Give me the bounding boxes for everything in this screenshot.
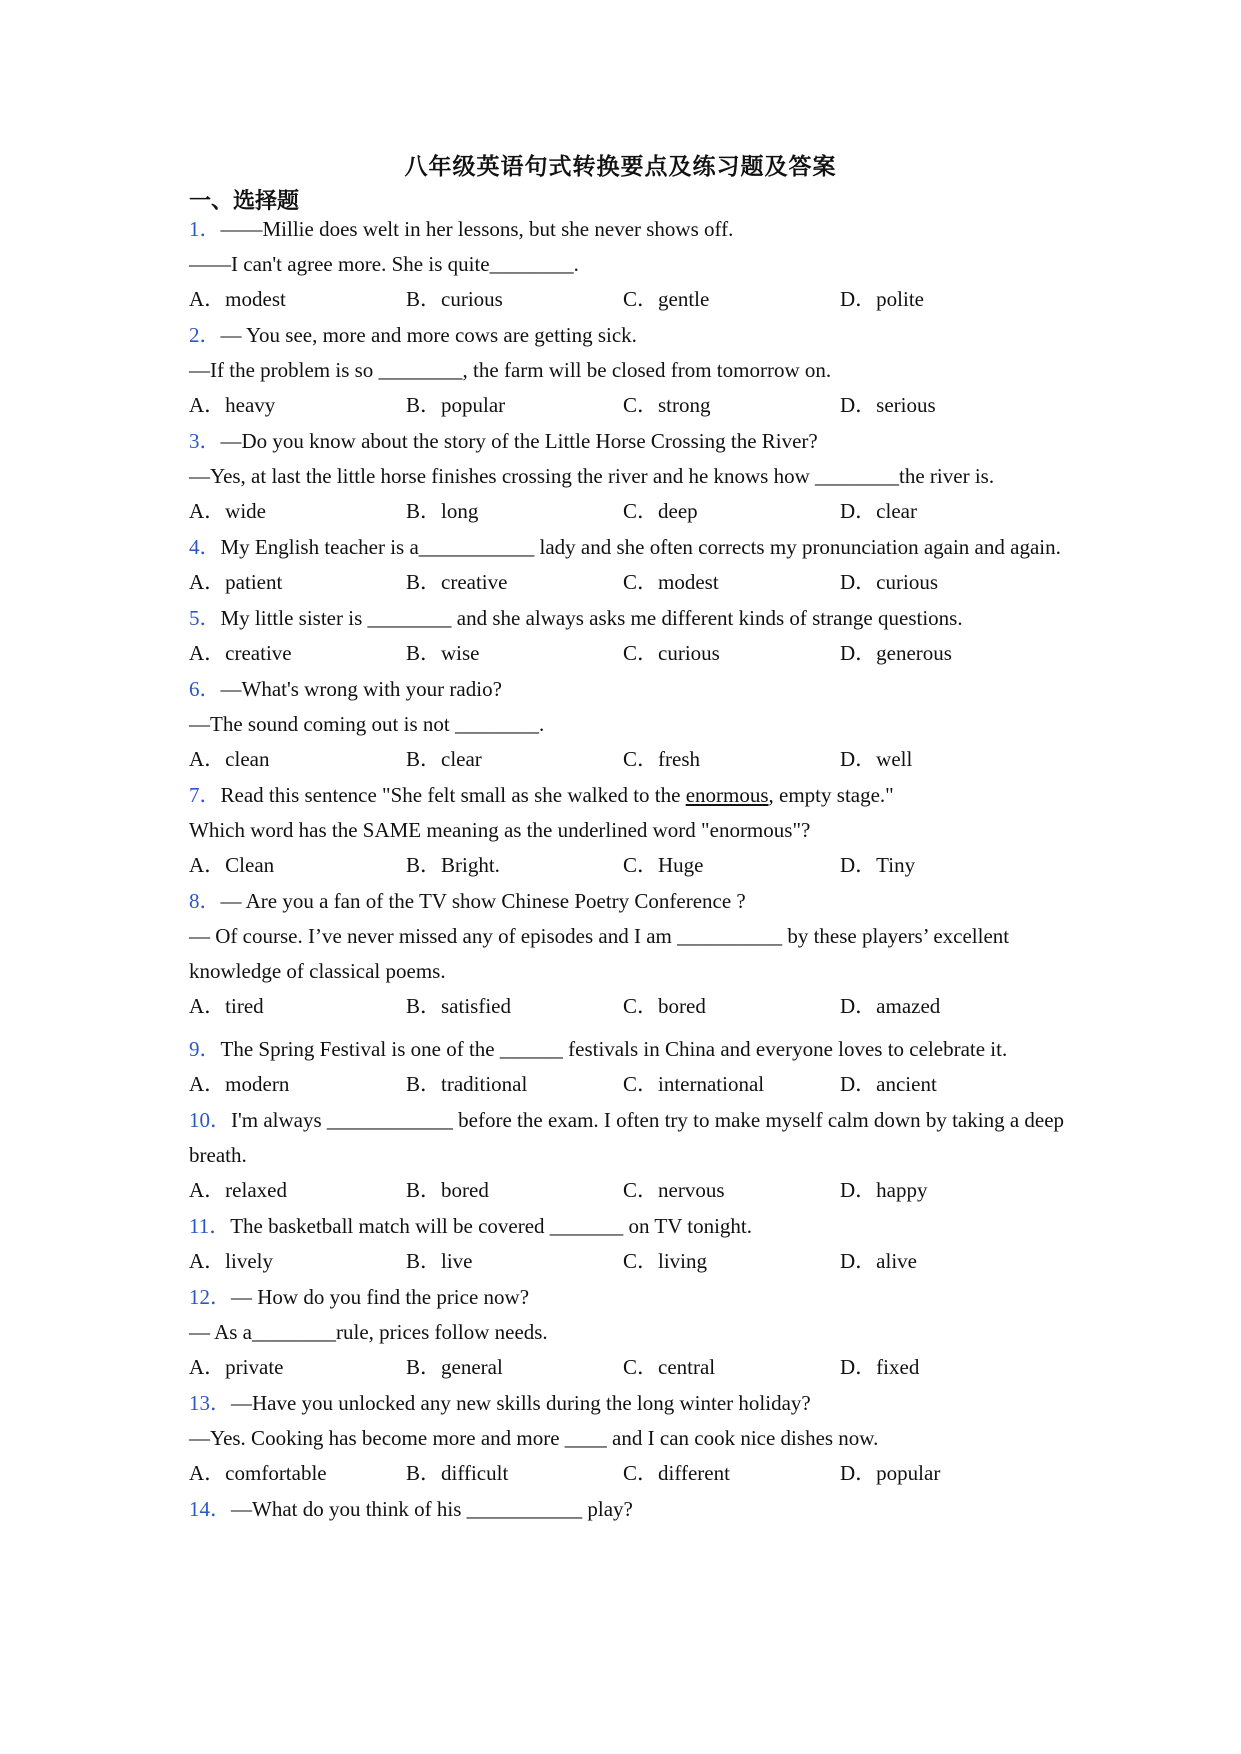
question-text: — How do you find the price now? [231,1285,530,1309]
question-number: 11． [189,1214,231,1238]
options-1 [189,282,1069,317]
question-number: 13． [189,1391,231,1415]
option-a[interactable]: A．patient [189,570,283,594]
option-c[interactable]: C．Huge [623,853,704,877]
question-number: 1． [189,217,221,241]
question-text: The basketball match will be covered _______ on TV tonight. [230,1214,753,1238]
option-b[interactable]: B．long [406,499,479,523]
option-b[interactable]: B．popular [406,393,506,417]
option-c[interactable]: C．bored [623,994,706,1018]
question-text: — Are you a fan of the TV show Chinese Poetry Conference ? [220,889,746,913]
question-text: —Do you know about the story of the Little Horse Crossing the River? [220,429,818,453]
question-7 [189,778,1069,848]
question-text: My little sister is ________ and she always asks me different kinds of strange questions. [220,606,963,630]
question-text: My English teacher is a___________ lady and she often corrects my pronunciation again and again. [220,535,1061,559]
question-text: I'm always ____________ before the exam. I often try to make myself calm down by taking a deep breath. [189,1108,1065,1167]
options-10 [189,1173,1069,1208]
option-a[interactable]: A．creative [189,641,292,665]
question-text: Read this sentence "She felt small as she walked to the enormous, empty stage." [220,783,894,807]
question-5 [189,601,1069,636]
option-d[interactable]: D．clear [840,499,917,523]
question-12 [189,1280,1069,1350]
question-1 [189,212,1069,282]
question-list [189,212,1069,1527]
question-text: —Have you unlocked any new skills during the long winter holiday? [231,1391,811,1415]
question-number: 8． [189,889,221,913]
options-11 [189,1244,1069,1279]
options-3 [189,494,1069,529]
question-8 [189,884,1069,989]
options-7 [189,848,1069,883]
option-d[interactable]: D．happy [840,1178,928,1202]
question-3 [189,424,1069,494]
question-text: — As a________rule, prices follow needs. [189,1320,548,1344]
section-heading: 一、选择题 [189,189,300,214]
options-12 [189,1350,1069,1385]
question-10 [189,1103,1069,1173]
options-4 [189,565,1069,600]
question-text: —Yes. Cooking has become more and more ____ and I can cook nice dishes now. [189,1426,879,1450]
option-c[interactable]: C．curious [623,641,720,665]
underlined-word: enormous [685,783,769,807]
option-a[interactable]: A．lively [189,1249,273,1273]
question-text: —If the problem is so ________, the farm will be closed from tomorrow on. [189,358,832,382]
option-b[interactable]: B．curious [406,287,503,311]
option-b[interactable]: B．difficult [406,1461,509,1485]
option-c[interactable]: C．gentle [623,287,710,311]
question-text: ——I can't agree more. She is quite________. [189,252,579,276]
question-number: 9． [189,1037,221,1061]
option-c[interactable]: C．international [623,1072,765,1096]
option-d[interactable]: D．generous [840,641,952,665]
option-b[interactable]: B．wise [406,641,480,665]
question-number: 6． [189,677,221,701]
option-a[interactable]: A．heavy [189,393,276,417]
option-d[interactable]: D．ancient [840,1072,937,1096]
question-number: 3． [189,429,221,453]
question-text: — You see, more and more cows are getting sick. [220,323,637,347]
question-13 [189,1386,1069,1456]
options-9 [189,1067,1069,1102]
option-c[interactable]: C．different [623,1461,730,1485]
option-d[interactable]: D．Tiny [840,853,916,877]
question-number: 2． [189,323,221,347]
option-b[interactable]: B．general [406,1355,503,1379]
options-2 [189,388,1069,423]
option-d[interactable]: D．popular [840,1461,941,1485]
question-text: The Spring Festival is one of the ______ festivals in China and everyone loves to celebrate it. [220,1037,1008,1061]
option-a[interactable]: A．tired [189,994,264,1018]
option-a[interactable]: A．private [189,1355,284,1379]
option-c[interactable]: C．nervous [623,1178,725,1202]
option-b[interactable]: B．clear [406,747,482,771]
option-b[interactable]: B．satisfied [406,994,511,1018]
option-c[interactable]: C．living [623,1249,708,1273]
option-d[interactable]: D．serious [840,393,936,417]
question-number: 5． [189,606,221,630]
question-text: — Of course. I’ve never missed any of episodes and I am __________ by these players’ excellent knowledge of classical poems. [189,924,1010,983]
option-b[interactable]: B．live [406,1249,473,1273]
question-4 [189,530,1069,565]
question-6 [189,672,1069,742]
option-c[interactable]: C．deep [623,499,698,523]
question-text: —Yes, at last the little horse finishes crossing the river and he knows how ________the river is. [189,464,995,488]
option-a[interactable]: A．comfortable [189,1461,327,1485]
option-c[interactable]: C．strong [623,393,711,417]
question-text: ——Millie does welt in her lessons, but she never shows off. [220,217,734,241]
option-b[interactable]: B．bored [406,1178,489,1202]
option-b[interactable]: B．creative [406,570,508,594]
option-d[interactable]: D．alive [840,1249,917,1273]
options-13 [189,1456,1069,1491]
question-9 [189,1032,1069,1067]
option-d[interactable]: D．fixed [840,1355,920,1379]
question-number: 12． [189,1285,231,1309]
option-b[interactable]: B．traditional [406,1072,528,1096]
question-11 [189,1209,1069,1244]
option-a[interactable]: A．Clean [189,853,275,877]
question-2 [189,318,1069,388]
options-6 [189,742,1069,777]
question-text: —What's wrong with your radio? [220,677,502,701]
option-d[interactable]: D．amazed [840,994,941,1018]
option-c[interactable]: C．fresh [623,747,700,771]
page-title: 八年级英语句式转换要点及练习题及答案 [404,154,837,180]
options-5 [189,636,1069,671]
option-c[interactable]: C．modest [623,570,719,594]
options-8 [189,989,1069,1024]
question-text: —What do you think of his ___________ play? [231,1497,633,1521]
question-number: 14． [189,1497,231,1521]
question-number: 4． [189,535,221,559]
question-number: 7． [189,783,221,807]
option-c[interactable]: C．central [623,1355,716,1379]
option-a[interactable]: A．modest [189,287,286,311]
option-d[interactable]: D．curious [840,570,938,594]
option-a[interactable]: A．relaxed [189,1178,287,1202]
option-a[interactable]: A．modern [189,1072,290,1096]
question-14 [189,1492,1069,1527]
option-d[interactable]: D．well [840,747,913,771]
option-a[interactable]: A．wide [189,499,266,523]
option-d[interactable]: D．polite [840,287,924,311]
option-a[interactable]: A．clean [189,747,270,771]
question-text: —The sound coming out is not ________. [189,712,545,736]
question-text: Which word has the SAME meaning as the underlined word "enormous"? [189,818,811,842]
option-b[interactable]: B．Bright. [406,853,500,877]
question-number: 10． [189,1108,231,1132]
